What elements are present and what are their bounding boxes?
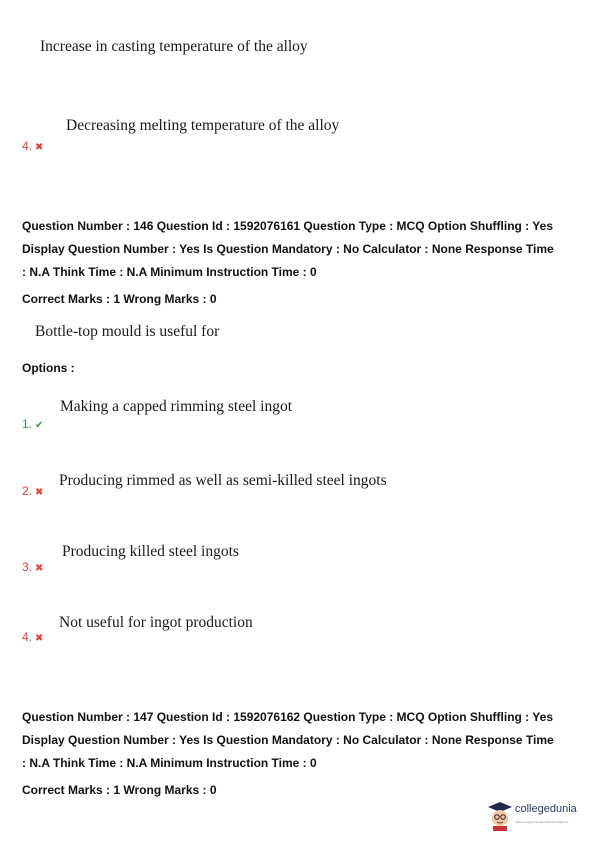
option-number: 1. <box>22 417 33 431</box>
option-1-number <box>22 417 43 431</box>
marks-line: Correct Marks : 1 Wrong Marks : 0 <box>22 783 217 797</box>
option-number: 4. <box>22 139 33 153</box>
option-4-number-prev <box>22 139 43 153</box>
marks-line: Correct Marks : 1 Wrong Marks : 0 <box>22 292 217 306</box>
checkmark-icon: ✔ <box>35 420 44 431</box>
option-2-text: Producing rimmed as well as semi-killed steel ingots <box>59 472 387 489</box>
options-label: Options : <box>22 361 75 375</box>
option-1-text: Making a capped rimming steel ingot <box>60 398 293 415</box>
meta-line: : N.A Think Time : N.A Minimum Instruction Time : 0 <box>22 756 317 770</box>
option-4-text-prev: Decreasing melting temperature of the alloy <box>66 117 340 134</box>
option-number: 2. <box>22 484 33 498</box>
option-4-text: Not useful for ingot production <box>59 614 253 631</box>
question-146-text: Bottle-top mould is useful for <box>35 323 220 340</box>
option-3-text-prev: Increase in casting temperature of the alloy <box>40 38 308 55</box>
option-3-text: Producing killed steel ingots <box>62 543 239 560</box>
logo-wordmark: collegedunia <box>515 803 577 815</box>
option-number: 4. <box>22 630 33 644</box>
logo-tagline: India's Largest Student Review Platform <box>515 820 569 824</box>
meta-line: : N.A Think Time : N.A Minimum Instruction Time : 0 <box>22 265 317 279</box>
student-mascot-icon <box>487 801 513 831</box>
cross-icon: ✖ <box>35 633 44 644</box>
meta-line: Display Question Number : Yes Is Question Mandatory : No Calculator : None Response Time <box>22 242 554 256</box>
option-2-number <box>22 484 43 498</box>
option-4-number <box>22 630 43 644</box>
meta-line: Question Number : 147 Question Id : 1592076162 Question Type : MCQ Option Shuffling : Yes <box>22 710 553 724</box>
cross-icon: ✖ <box>35 487 44 498</box>
option-3-number <box>22 560 43 574</box>
meta-line: Question Number : 146 Question Id : 1592076161 Question Type : MCQ Option Shuffling : Yes <box>22 219 553 233</box>
meta-line: Display Question Number : Yes Is Question Mandatory : No Calculator : None Response Time <box>22 733 554 747</box>
question-147-meta <box>22 706 578 802</box>
question-146-meta <box>22 215 578 311</box>
cross-icon: ✖ <box>35 142 44 153</box>
option-number: 3. <box>22 560 33 574</box>
cross-icon: ✖ <box>35 563 44 574</box>
collegedunia-logo <box>487 799 587 833</box>
